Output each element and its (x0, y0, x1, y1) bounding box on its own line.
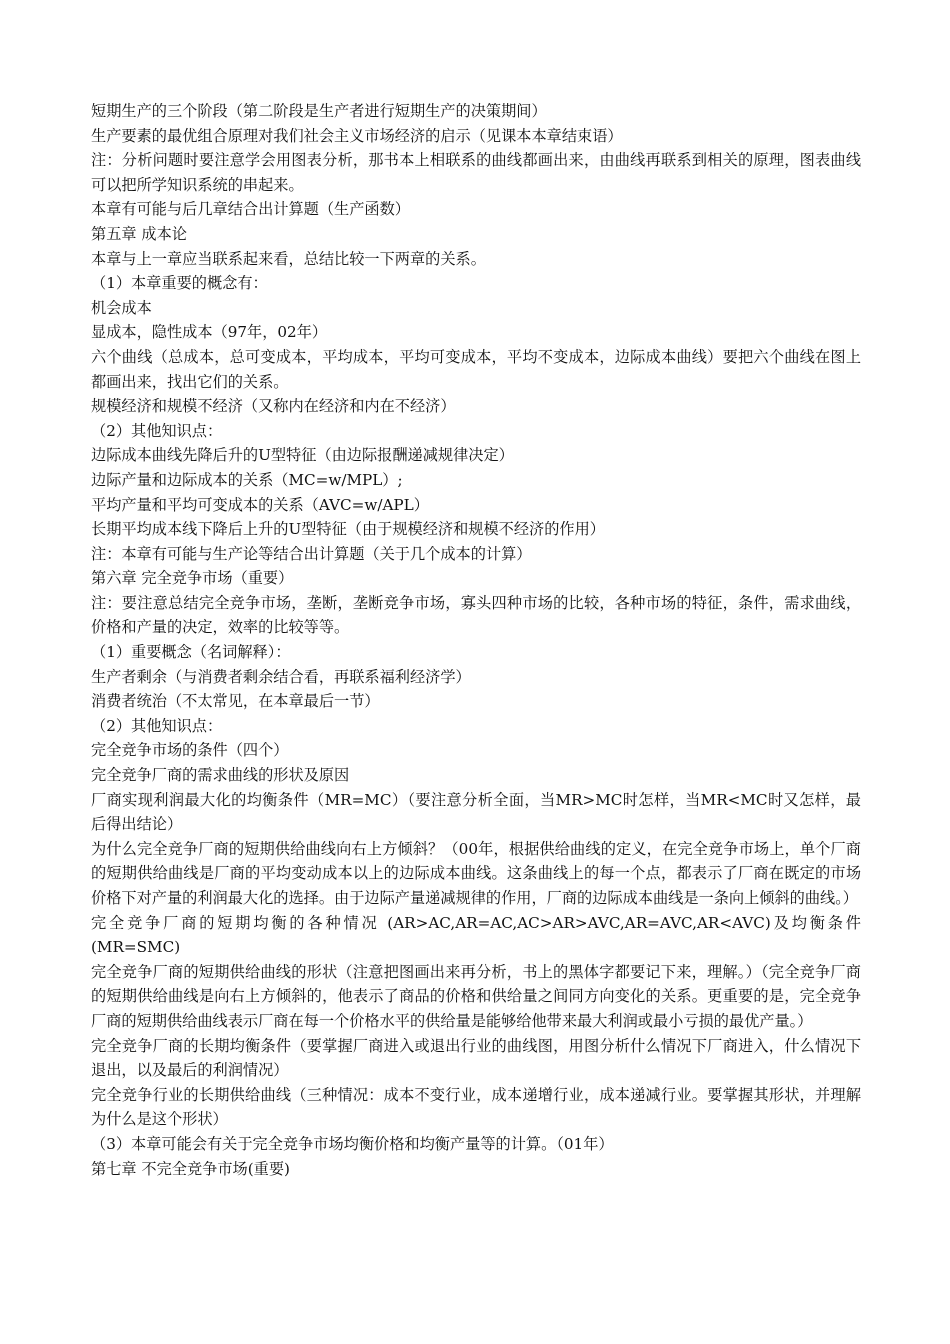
text-line: 消费者统治（不太常见，在本章最后一节） (91, 692, 380, 711)
section-heading: （1）本章重要的概念有： (91, 274, 268, 293)
text-line: 生产者剩余（与消费者剩余结合看，再联系福利经济学） (91, 667, 471, 686)
text-line: 完全竞争厂商的需求曲线的形状及原因 (91, 766, 350, 785)
chapter-heading: 第六章 完全竞争市场（重要） (91, 569, 294, 588)
section-heading: （2）其他知识点： (91, 716, 223, 735)
section-heading: （1）重要概念（名词解释）： (91, 643, 291, 662)
paragraph: 完全竞争厂商的短期供给曲线的形状（注意把图画出来再分析，书上的黑体字都要记下来，理解。）（完全竞争厂商的短期供给曲线是向右上方倾斜的，他表示了商品的价格和供给量之间同方向变化的关系。更重要的是，完全竞争厂商的短期供给曲线表示厂商在每一个价格水平的供给量是能够给他带来最大利润或最小亏损的最优产量。） (91, 962, 861, 1030)
text-line: 边际成本曲线先降后升的U型特征（由边际报酬递减规律决定） (91, 446, 514, 465)
paragraph: 完全竞争厂商的短期均衡的各种情况 (AR>AC,AR=AC,AC>AR>AVC,AR=AVC,AR<AVC)及均衡条件(MR=SMC) (91, 913, 861, 957)
text-line: 注：本章有可能与生产论等结合出计算题（关于几个成本的计算） (91, 544, 532, 563)
text-line: 完全竞争市场的条件（四个） (91, 741, 289, 760)
text-line: 本章有可能与后几章结合出计算题（生产函数） (91, 200, 410, 219)
paragraph: 完全竞争行业的长期供给曲线（三种情况：成本不变行业，成本递增行业，成本递减行业。要掌握其形状，并理解为什么是这个形状） (91, 1085, 861, 1129)
text-line: 机会成本 (91, 298, 152, 317)
section-heading: （3）本章可能会有关于完全竞争市场均衡价格和均衡产量等的计算。（01年） (91, 1134, 614, 1153)
text-line: 显成本，隐性成本（97年，02年） (91, 323, 328, 342)
note-paragraph: 注：分析问题时要注意学会用图表分析，那书本上相联系的曲线都画出来，由曲线再联系到相关的原理，图表曲线可以把所学知识系统的串起来。 (91, 151, 861, 194)
section-heading: （2）其他知识点： (91, 421, 223, 440)
text-line: 边际产量和边际成本的关系（MC=w/MPL）; (91, 470, 403, 489)
paragraph: 厂商实现利润最大化的均衡条件（MR=MC）（要注意分析全面，当MR>MC时怎样，当MR<MC时又怎样，最后得出结论） (91, 790, 861, 834)
paragraph: 为什么完全竞争厂商的短期供给曲线向右上方倾斜？（00年，根据供给曲线的定义，在完全竞争市场上，单个厂商的短期供给曲线是厂商的平均变动成本以上的边际成本曲线。这条曲线上的每一个点，都表示了厂商在既定的市场价格下对产量的利润最大化的选择。由于边际产量递减规律的作用，厂商的边际成本曲线是一条向上倾斜的曲线。） (91, 839, 861, 907)
text-line: 平均产量和平均可变成本的关系（AVC=w/APL） (91, 495, 429, 514)
chapter-heading: 第五章 成本论 (91, 224, 187, 243)
note-paragraph: 注：要注意总结完全竞争市场，垄断，垄断竞争市场，寡头四种市场的比较，各种市场的特征，条件，需求曲线，价格和产量的决定，效率的比较等等。 (91, 593, 861, 637)
chapter-heading: 第七章 不完全竞争市场(重要) (91, 1159, 290, 1178)
text-line: 长期平均成本线下降后上升的U型特征（由于规模经济和规模不经济的作用） (91, 520, 605, 539)
document-page (91, 99, 861, 1181)
text-line: 本章与上一章应当联系起来看，总结比较一下两章的关系。 (91, 249, 486, 268)
text-line: 规模经济和规模不经济（又称内在经济和内在不经济） (91, 397, 456, 416)
paragraph: 六个曲线（总成本，总可变成本，平均成本，平均可变成本，平均不变成本，边际成本曲线）要把六个曲线在图上都画出来，找出它们的关系。 (91, 347, 861, 391)
text-line: 生产要素的最优组合原理对我们社会主义市场经济的启示（见课本本章结束语） (91, 126, 623, 145)
paragraph: 完全竞争厂商的长期均衡条件（要掌握厂商进入或退出行业的曲线图，用图分析什么情况下厂商进入，什么情况下退出，以及最后的利润情况） (91, 1036, 861, 1080)
text-line: 短期生产的三个阶段（第二阶段是生产者进行短期生产的决策期间） (91, 102, 547, 120)
